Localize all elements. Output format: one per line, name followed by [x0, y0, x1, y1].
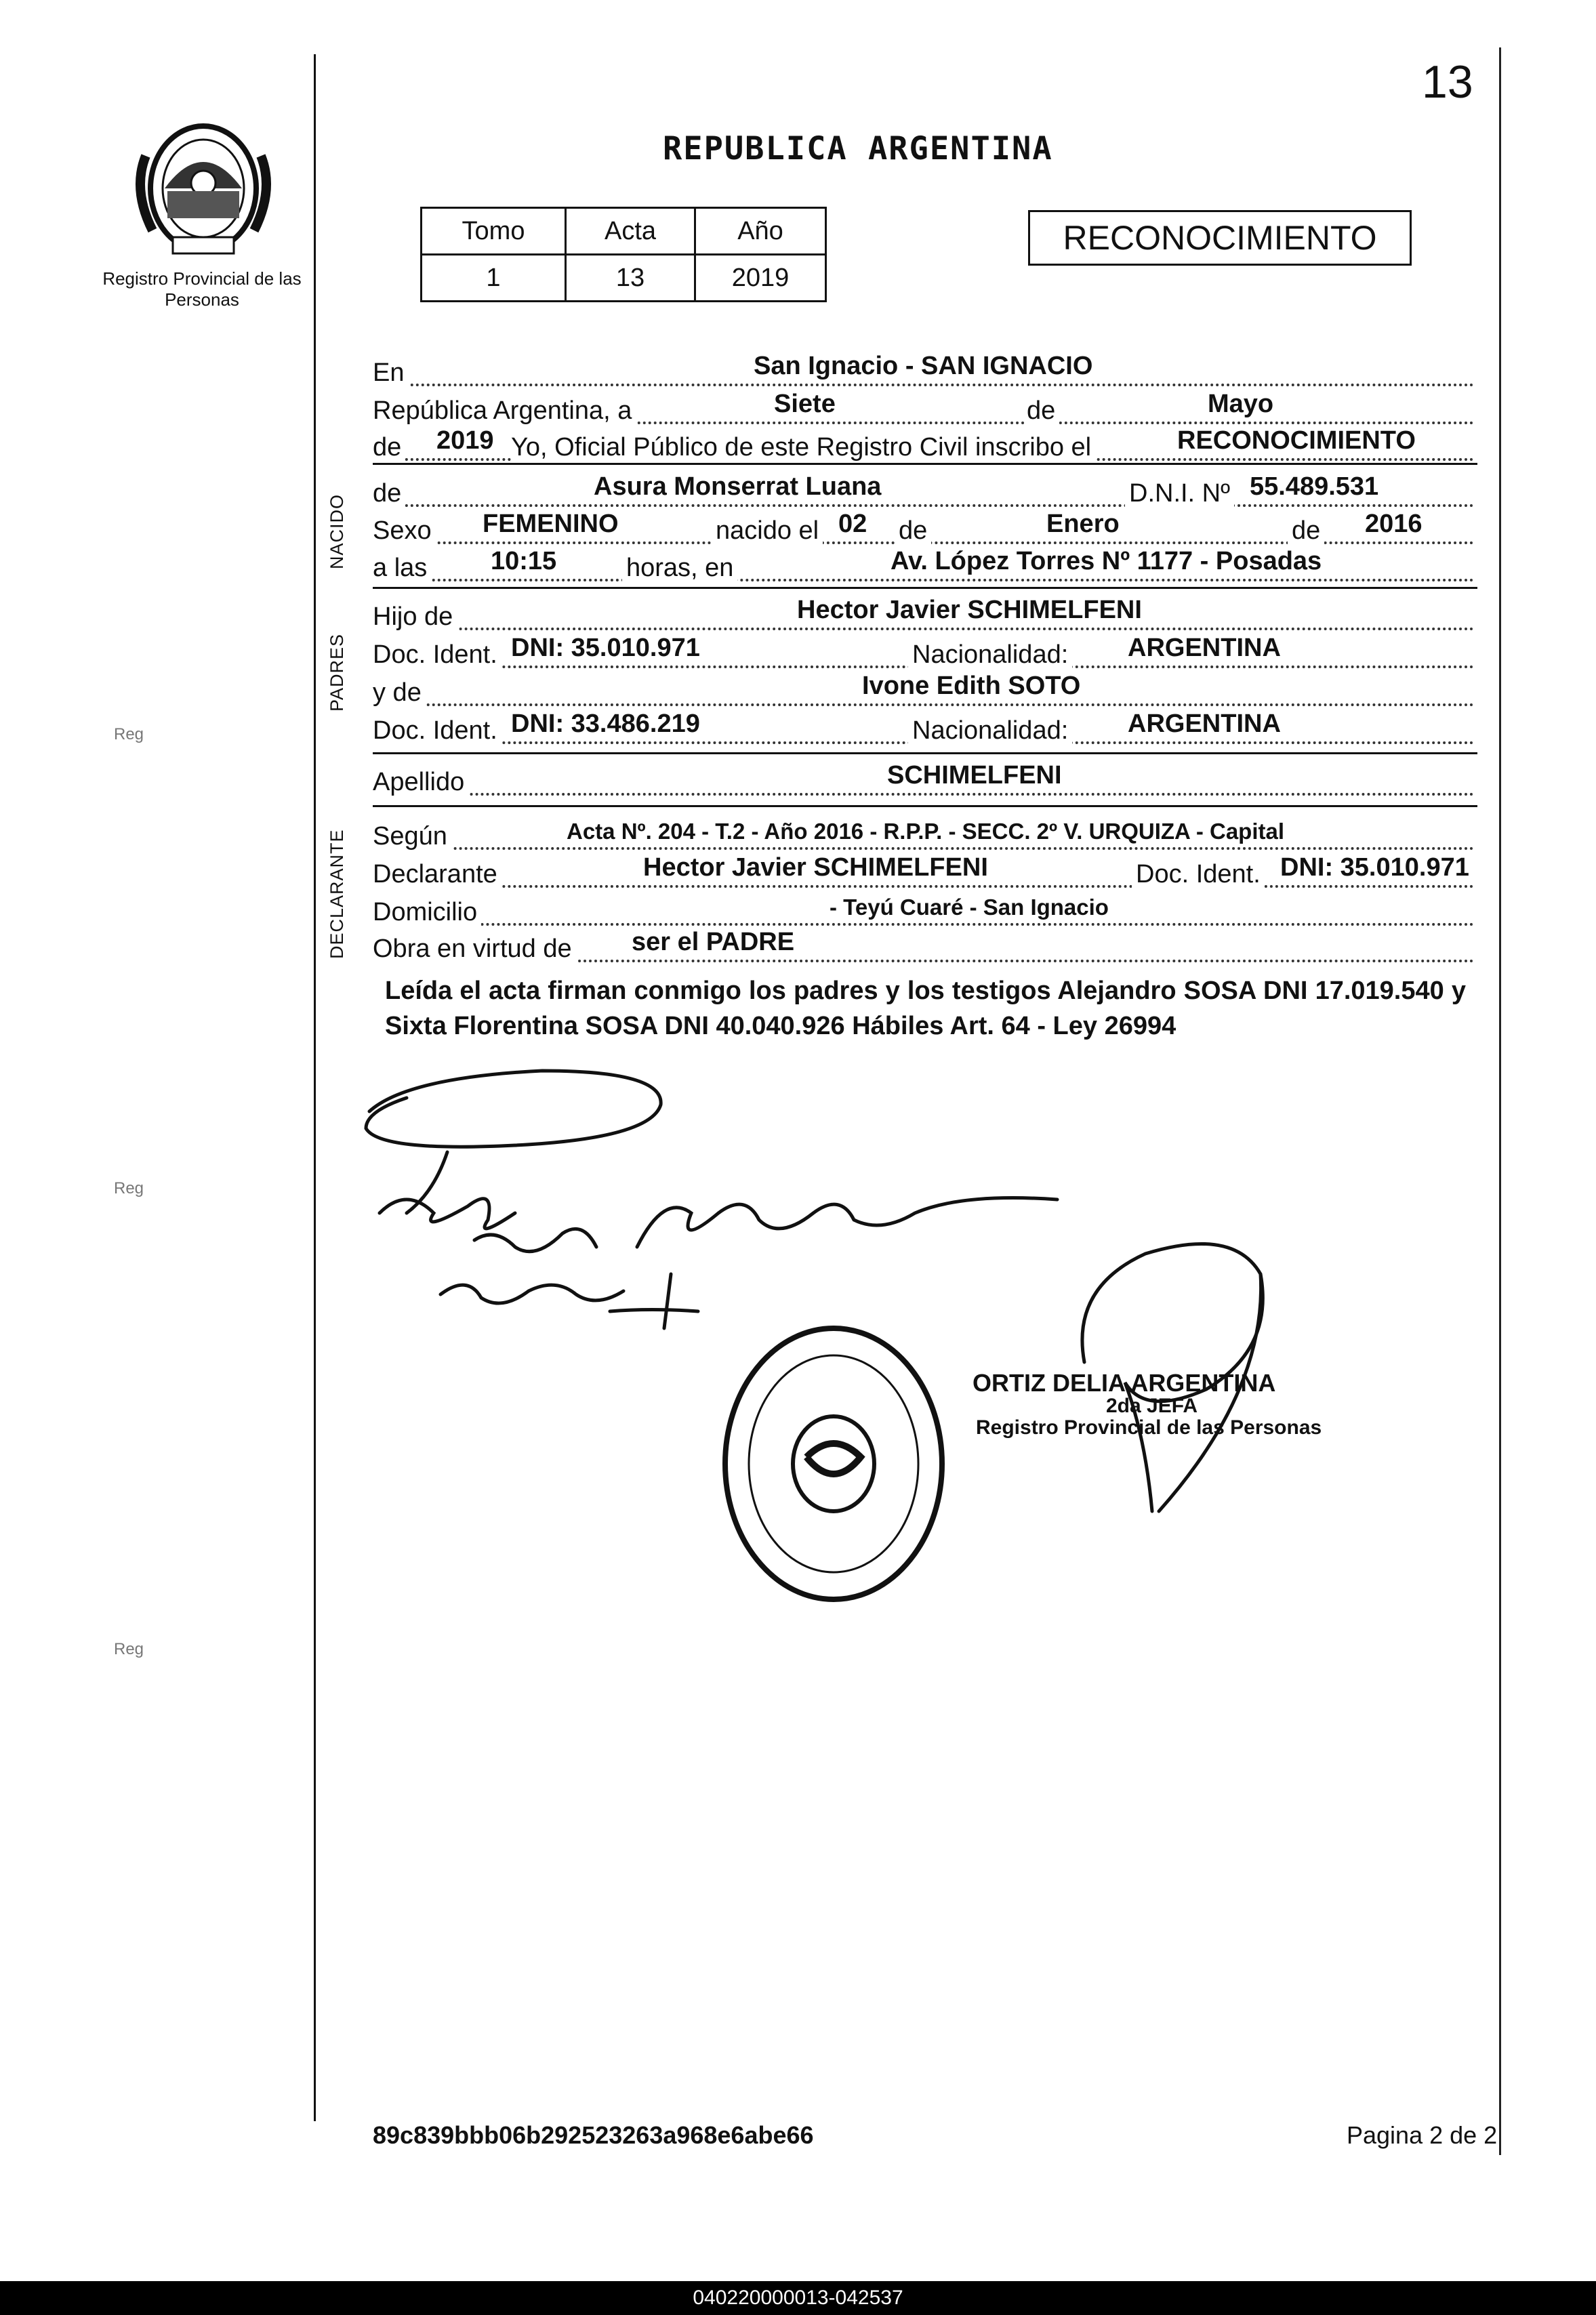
label-de-born: de [373, 479, 405, 508]
label-de: de [1027, 396, 1059, 426]
surname-value: SCHIMELFENI [884, 761, 1065, 790]
father-doc: DNI: 35.010.971 [508, 634, 703, 663]
label-son-of: Hijo de [373, 602, 457, 632]
record-header-acta: Acta [566, 208, 695, 255]
officer-registry: Registro Provincial de las Personas [976, 1416, 1322, 1439]
acts-value: ser el PADRE [629, 928, 797, 957]
label-republic: República Argentina, a [373, 396, 636, 426]
mother-name: Ivone Edith SOTO [859, 672, 1083, 701]
born-place: Av. López Torres Nº 1177 - Posadas [888, 547, 1324, 576]
record-header-tomo: Tomo [422, 208, 566, 255]
mother-doc: DNI: 33.486.219 [508, 710, 703, 739]
declarant-doc: DNI: 35.010.971 [1277, 853, 1472, 882]
act-place: San Ignacio - SAN IGNACIO [751, 352, 1095, 381]
label-hours: horas, en [622, 554, 737, 583]
officer-name: ORTIZ DELIA ARGENTINA [973, 1369, 1276, 1397]
label-domicile: Domicilio [373, 898, 481, 927]
born-time: 10:15 [488, 547, 559, 576]
officer-text: Yo, Oficial Público de este Registro Civil inscribo el [511, 433, 1095, 462]
father-nationality: ARGENTINA [1125, 634, 1284, 663]
record-value-ano: 2019 [695, 255, 826, 302]
officer-role: 2da JEFA [1106, 1395, 1198, 1417]
born-day: 02 [836, 510, 869, 539]
born-sex: FEMENINO [480, 510, 621, 539]
label-de-2: de [895, 516, 931, 546]
document-hash: 89c839bbb06b292523263a968e6abe66 [373, 2121, 814, 2149]
record-type-box: RECONOCIMIENTO [1028, 210, 1412, 266]
page-number: 13 [1422, 56, 1473, 108]
act-year: 2019 [434, 426, 497, 455]
born-name: Asura Monserrat Luana [591, 472, 884, 501]
label-at: a las [373, 554, 431, 583]
father-name: Hector Javier SCHIMELFENI [794, 596, 1145, 625]
margin-ghost-text: Reg [114, 1640, 144, 1658]
born-month: Enero [1044, 510, 1122, 539]
label-nationality: Nacionalidad: [908, 640, 1072, 670]
domicile-value: - Teyú Cuaré - San Ignacio [827, 895, 1111, 920]
label-nationality: Nacionalidad: [908, 716, 1072, 745]
act-day: Siete [771, 390, 838, 419]
declarant-name: Hector Javier SCHIMELFENI [640, 853, 991, 882]
footer-code: 040220000013-042537 [0, 2281, 1596, 2315]
according-value: Acta Nº. 204 - T.2 - Año 2016 - R.P.P. - SECC. 2º V. URQUIZA - Capital [564, 819, 1287, 844]
label-doc: Doc. Ident. [373, 640, 502, 670]
record-header-ano: Año [695, 208, 826, 255]
label-de-3: de [1288, 516, 1324, 546]
label-dni: D.N.I. Nº [1125, 479, 1234, 508]
registry-name: Registro Provincial de las Personas [102, 268, 302, 310]
margin-ghost-text: Reg [114, 1179, 144, 1197]
label-doc: Doc. Ident. [1132, 860, 1265, 889]
label-year-de: de [373, 433, 405, 462]
label-declarant: Declarante [373, 860, 502, 889]
reading-statement: Leída el acta firman conmigo los padres y los testigos Alejandro SOSA DNI 17.019.540 y Sixta Florentina SOSA DNI 40.040.926 Hábiles Art. 64 - Ley 26994 [385, 977, 1466, 1040]
label-surname: Apellido [373, 768, 468, 797]
side-label-born: NACIDO [327, 493, 347, 569]
margin-ghost-text: Reg [114, 725, 144, 743]
act-type: RECONOCIMIENTO [1174, 426, 1418, 455]
act-month: Mayo [1205, 390, 1276, 419]
label-acts: Obra en virtud de [373, 935, 576, 964]
label-born-on: nacido el [712, 516, 823, 546]
born-year: 2016 [1362, 510, 1425, 539]
born-dni: 55.489.531 [1247, 472, 1381, 501]
pagination: Pagina 2 de 2 [1347, 2121, 1498, 2149]
label-en: En [373, 358, 408, 388]
side-label-declarant: DECLARANTE [327, 829, 347, 959]
side-label-parents: PADRES [327, 633, 347, 712]
mother-nationality: ARGENTINA [1125, 710, 1284, 739]
label-sex: Sexo [373, 516, 436, 546]
record-value-tomo: 1 [422, 255, 566, 302]
document-title: REPUBLICA ARGENTINA [663, 130, 1053, 167]
label-and: y de [373, 678, 426, 708]
label-doc: Doc. Ident. [373, 716, 502, 745]
record-value-acta: 13 [566, 255, 695, 302]
label-according: Según [373, 822, 451, 851]
